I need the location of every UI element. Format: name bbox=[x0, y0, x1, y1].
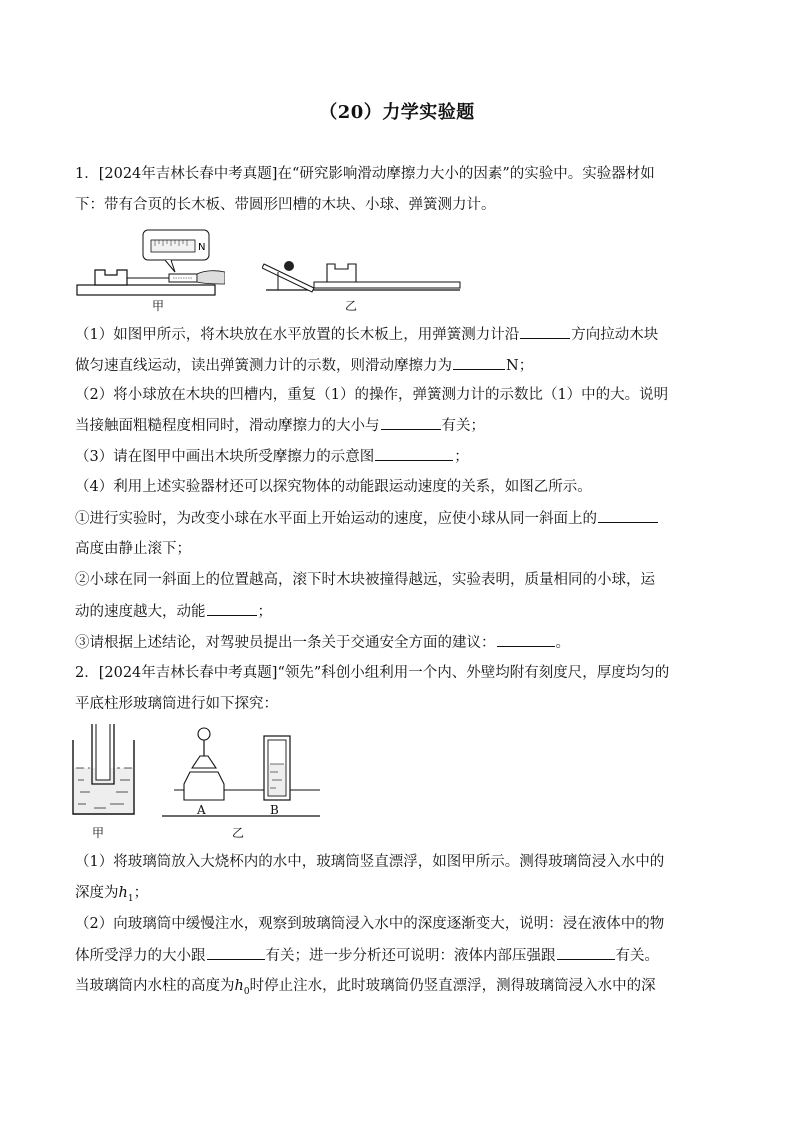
q2-part1-line2: 深度为$h_1$； bbox=[75, 885, 149, 904]
hand bbox=[197, 271, 225, 284]
answer-blank[interactable] bbox=[598, 508, 658, 523]
flat-board bbox=[314, 282, 460, 288]
q1-sub2-line2: 动的速度越大，动能 ； bbox=[75, 601, 272, 622]
symbol-h0: h bbox=[234, 978, 244, 994]
q2-label-yi: 乙 bbox=[232, 826, 245, 840]
q1-part4: （4）利用上述实验器材还可以探究物体的动能跟运动速度的关系，如图乙所示。 bbox=[75, 479, 592, 495]
answer-blank[interactable] bbox=[207, 945, 265, 960]
q1-label-jia: 甲 bbox=[152, 299, 165, 313]
q1-sub1-line2: 高度由静止滚下； bbox=[75, 541, 191, 557]
answer-blank[interactable] bbox=[520, 324, 570, 339]
wood-block bbox=[327, 264, 356, 282]
q2-part3-line1: 当玻璃筒内水柱的高度为$h_0$时停止注水，此时玻璃筒仍竖直漂浮，测得玻璃筒浸入水中的深 bbox=[75, 978, 656, 997]
symbol-h1: h bbox=[118, 885, 128, 901]
answer-blank[interactable] bbox=[557, 945, 615, 960]
page-title: （20）力学实验题 bbox=[319, 102, 475, 123]
q1-stem-line2: 下：带有合页的长木板、带圆形凹槽的木块、小球、弹簧测力计。 bbox=[75, 197, 496, 213]
q1-sub1-line1: ①进行实验时，为改变小球在水平面上开始运动的速度，应使小球从同一斜面上的 bbox=[75, 508, 659, 529]
q2-figure-jia bbox=[70, 722, 140, 822]
q1-label-yi: 乙 bbox=[345, 299, 358, 313]
block-a bbox=[184, 772, 224, 800]
ball-on-stand bbox=[198, 728, 210, 740]
q1-part2-line2: 当接触面粗糙程度相同时，滑动摩擦力的大小与 有关； bbox=[75, 415, 485, 436]
q2-label-b: B bbox=[270, 803, 279, 817]
q1-part1-line1: （1）如图甲所示，将木块放在水平放置的长木板上，用弹簧测力计沿 方向拉动木块 bbox=[75, 324, 658, 345]
long-board bbox=[77, 285, 215, 295]
q1-part3: （3）请在图甲中画出木块所受摩擦力的示意图 ； bbox=[75, 446, 469, 467]
q1-figure-jia bbox=[75, 226, 225, 312]
svg-text:N: N bbox=[198, 242, 206, 253]
q2-label-jia: 甲 bbox=[92, 826, 105, 840]
answer-blank[interactable] bbox=[453, 355, 505, 370]
answer-blank[interactable] bbox=[381, 415, 441, 430]
q2-stem-line2: 平底柱形玻璃筒进行如下探究： bbox=[75, 696, 278, 712]
ball bbox=[284, 261, 294, 271]
wood-block bbox=[95, 270, 127, 285]
q2-part2-line2: 体所受浮力的大小跟 有关；进一步分析还可说明：液体内部压强跟 有关。 bbox=[75, 945, 659, 966]
q1-sub2-line1: ②小球在同一斜面上的位置越高，滚下时木块被撞得越远，实验表明，质量相同的小球，运 bbox=[75, 572, 655, 588]
q1-figure-yi bbox=[262, 256, 462, 296]
q2-part2-line1: （2）向玻璃筒中缓慢注水，观察到玻璃筒浸入水中的深度逐渐变大，说明：浸在液体中的物 bbox=[75, 916, 665, 932]
q2-figure-yi bbox=[160, 726, 322, 818]
q2-label-a: A bbox=[197, 803, 206, 817]
answer-blank[interactable] bbox=[375, 446, 453, 461]
q2-part1-line1: （1）将玻璃筒放入大烧杯内的水中，玻璃筒竖直漂浮，如图甲所示。测得玻璃筒浸入水中的 bbox=[75, 854, 665, 870]
q1-sub3: ③请根据上述结论，对驾驶员提出一条关于交通安全方面的建议： 。 bbox=[75, 632, 570, 653]
answer-blank[interactable] bbox=[207, 601, 257, 616]
q2-stem-line1: 2．[2024年吉林长春中考真题]“领先”科创小组利用一个内、外壁均附有刻度尺，厚度均匀的 bbox=[75, 665, 670, 681]
q1-part1-line2: 做匀速直线运动，读出弹簧测力计的示数，则滑动摩擦力为 N； bbox=[75, 355, 533, 376]
q1-stem-line1: 1．[2024年吉林长春中考真题]在“研究影响滑动摩擦力大小的因素”的实验中。实验器材如 bbox=[75, 166, 655, 182]
answer-blank[interactable] bbox=[497, 632, 555, 647]
q1-part2-line1: （2）将小球放在木块的凹槽内，重复（1）的操作，弹簧测力计的示数比（1）中的大。说明 bbox=[75, 387, 669, 403]
